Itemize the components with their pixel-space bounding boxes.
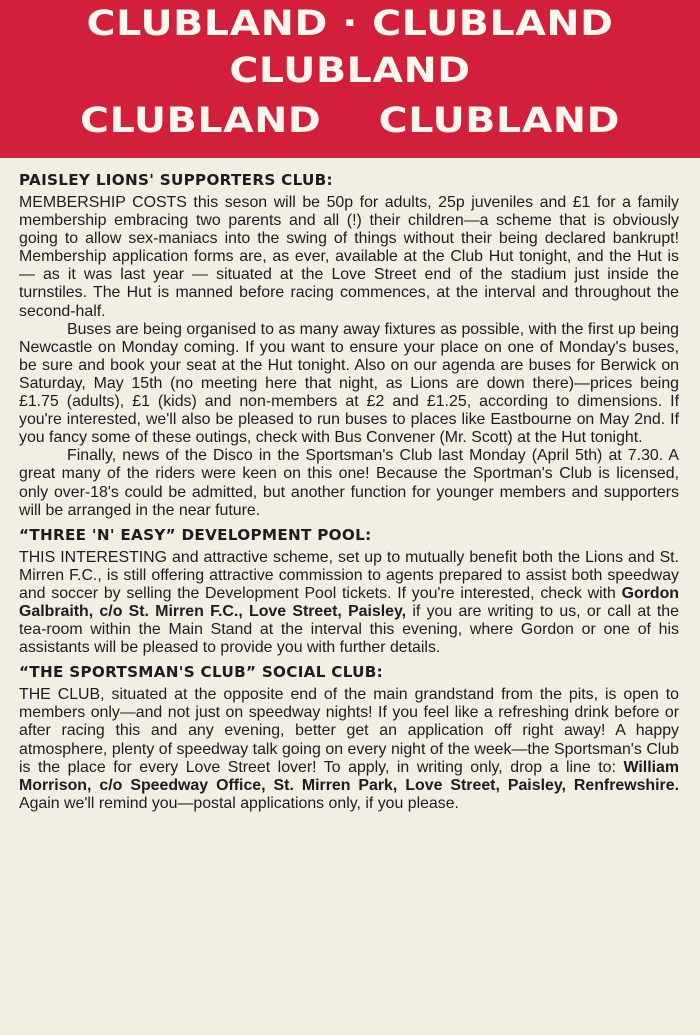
sportsmans-club-paragraph	[19, 686, 679, 813]
banner-line-2: CLUBLAND	[229, 51, 471, 91]
development-pool-heading: “THREE 'N' EASY” DEVELOPMENT POOL:	[19, 525, 372, 544]
clubland-banner	[0, 0, 700, 158]
banner-line-1: CLUBLAND · CLUBLAND	[86, 4, 614, 44]
disco-paragraph: Finally, news of the Disco in the Sportsman's Club last Monday (April 5th) at 7.30. A great many of the riders were keen on this one! Because the Sportman's Club is licensed, only over-18's could be admitted, but another function for younger members and supporters will be arranged in the near future.	[19, 447, 679, 519]
development-pool-section	[19, 525, 679, 658]
development-pool-paragraph	[19, 549, 679, 658]
banner-line-3: CLUBLAND CLUBLAND	[79, 101, 620, 141]
development-pool-text-b: if you are writing to us, or call at the tea-room within the Main Stand at the interval this evening, where Gordon or one of his assistants will be pleased to provide you with further details.	[19, 602, 679, 657]
sportsmans-club-section	[19, 662, 679, 813]
supporters-club-heading: PAISLEY LIONS' SUPPORTERS CLUB:	[19, 171, 333, 189]
membership-paragraph: MEMBERSHIP COSTS this seson will be 50p for adults, 25p juveniles and £1 for a family membership embracing two parents and all (!) their children—a scheme that is obviously going to allow sex-maniacs into the swing of things without their being declared bankrupt! Membership application forms are, as ever, available at the Club Hut tonight, and the Hut is — as it was last year — situated at the Love Street end of the stadium just inside the turnstiles. The Hut is manned before racing commences, at the interval and throughout the second-half.	[19, 194, 679, 320]
sportsmans-club-text-b: Again we'll remind you—postal applications only, if you please.	[19, 794, 459, 812]
buses-paragraph: Buses are being organised to as many away fixtures as possible, with the first up being Newcastle on Monday coming. If you want to ensure your place on one of Monday's buses, be sure and book your seat at the Hut tonight. Also on our agenda are buses for Berwick on Saturday, May 15th (no meeting here that night, as Lions are down there)—prices being £1.75 (adults), £1 (kids) and non-members at £2 and £1.25, according to dimensions. If you're interested, we'll also be pleased to run buses to places like Eastbourne on May 2nd. If you fancy some of these outings, check with Bus Convener (Mr. Scott) at the Hut tonight.	[19, 320, 679, 447]
sportsmans-club-contact: William Morrison, c/o Speedway Office, St. Mirren Park, Love Street, Paisley, Renfrewshire.	[19, 758, 679, 794]
supporters-club-section	[19, 170, 679, 520]
development-pool-contact: Gordon Galbraith, c/o St. Mirren F.C., Love Street, Paisley,	[19, 584, 679, 620]
sportsmans-club-heading: “THE SPORTSMAN'S CLUB” SOCIAL CLUB:	[19, 663, 384, 682]
development-pool-text-a: THIS INTERESTING and attractive scheme, set up to mutually benefit both the Lions and St. Mirren F.C., is still offering attractive commission to agents prepared to assist both speedway and soccer by selling the Development Pool tickets. If you're interested, check with	[19, 548, 679, 602]
sportsmans-club-text-a: THE CLUB, situated at the opposite end of the main grandstand from the pits, is open to members only—and not just on speedway nights! If you feel like a refreshing drink before or after racing this and any evening, better get an application off right away! A happy atmosphere, plenty of speedway talk going on every night of the week—the Sportsman's Club is the place for every Love Street lover! To apply, in writing only, drop a line to:	[19, 686, 679, 776]
article-body	[19, 170, 679, 813]
